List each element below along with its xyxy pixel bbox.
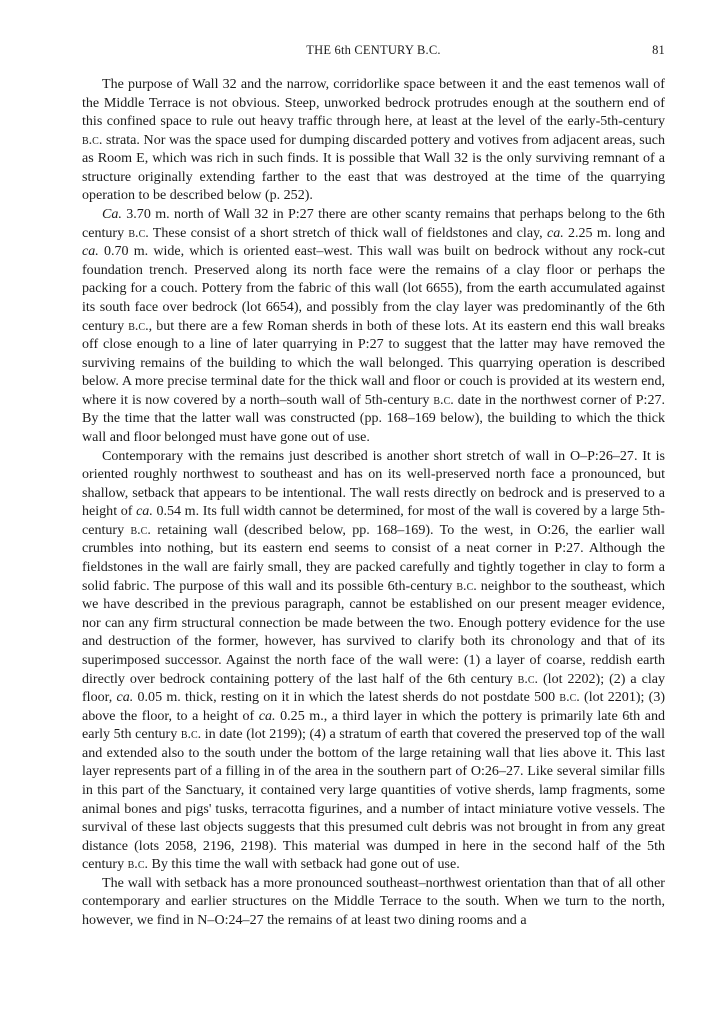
paragraph-text: 0.54 m. Its full width cannot be determined, for most of the wall is covered by a large 5th-century <box>82 503 665 538</box>
running-title <box>82 40 665 60</box>
paragraph-text: The wall with setback has a more pronounced southeast–northwest orientation than that of all other contemporary and earlier structures on the Middle Terrace to the south. When we turn to the north, however, we find in N–O:24–27 the remains of at least two dining rooms and a <box>82 874 665 929</box>
paragraph-text: retaining wall (described below, pp. 168–169). To the west, in O:26, the earlier wall crumbles into nothing, but its eastern end seems to consist of a neat corner in P:27. Although the fieldstones in the wall are fairly small, they are packed carefully and tightly together in clay to form a solid fabric. The purpose of this wall and its possible 6th-century <box>82 521 665 594</box>
paragraph-text: neighbor to the southeast, which we have described in the previous paragraph, cannot be established on our present meager evidence, nor can any firm structural connection be made between the two. Enough pottery evidence for the use and destruction of the former, however, has survived to clarify both its chronology and that of its superimposed successor. Against the north face of the wall were: (1) a layer of coarse, reddish earth directly over bedrock containing pottery of the last half of the 6th century <box>82 577 666 687</box>
circa-abbreviation: Ca. <box>102 206 122 223</box>
paragraph-text: Contemporary with the remains just described is another short stretch of wall in O–P:26–27. It is oriented roughly northwest to southeast and has on its well-preserved north face a pronounced, but shallow, setback that appears to be intentional. The wall rests directly on bedrock and is preserved to a height of <box>82 447 665 520</box>
era-abbreviation: b.c. <box>82 131 103 148</box>
paragraph-text: but there are a few Roman sherds in both of these lots. At its eastern end this wall breaks off close enough to a line of later quarrying in P:27 to suggest that the latter may have removed the surviving remains of the building to which the wall belonged. This quarrying operation is described below. A more precise terminal date for the thick wall and floor or couch is provided at its western end, where it is now covered by a north–south wall of 5th-century <box>82 317 665 408</box>
circa-abbreviation: ca. <box>82 243 99 260</box>
paragraph-4 <box>82 874 665 930</box>
paragraph-text: 0.70 m. wide, which is oriented east–west. This wall was built on bedrock without any rock-cut foundation trench. Preserved along its north face were the remains of a clay floor or perhaps the packing for a couch. Pottery from the fabric of this wall (lot 6655), from the earth accumulated against its south face over bedrock (lot 6654), and possibly from the clay layer was predominantly of the 6th century <box>82 243 665 334</box>
running-title-era: B.C. <box>417 43 441 57</box>
paragraph-text: The purpose of Wall 32 and the narrow, corridorlike space between it and the east temenos wall of the Middle Terrace is not obvious. Steep, unworked bedrock protrudes enough at the southern end of this confined space to rule out heavy traffic through here, at least at the level of the early-5th-century <box>82 76 665 130</box>
document-page <box>82 40 665 930</box>
page-number: 81 <box>652 43 665 57</box>
running-title-text: THE 6th CENTURY <box>306 43 414 57</box>
paragraph-text: By this time the wall with setback had gone out of use. <box>151 856 460 873</box>
paragraph-text: 3.70 m. north of Wall 32 in P:27 there are other scanty remains that perhaps belong to the 6th century <box>82 206 666 241</box>
paragraph-text: (lot 2201); (3) above the floor, to a height of <box>82 689 666 724</box>
era-abbreviation: b.c. <box>433 391 454 408</box>
era-abbreviation: b.c. <box>456 577 477 594</box>
era-abbreviation: b.c. <box>559 689 580 706</box>
circa-abbreviation: ca. <box>116 689 134 706</box>
paragraph-text: 0.05 m. thick, resting on it in which the latest sherds do not postdate 500 <box>137 689 556 706</box>
circa-abbreviation: ca. <box>136 503 153 520</box>
era-abbreviation: b.c. <box>180 726 202 743</box>
era-abbreviation: b.c. <box>128 224 149 241</box>
paragraph-1 <box>82 75 665 205</box>
paragraph-2 <box>82 205 665 447</box>
paragraph-text: in date (lot 2199); (4) a stratum of earth that covered the preserved top of the wall and extended also to the south under the bottom of the large retaining wall that lies above it. This last layer represents part of a filling in of the area in the southern part of O:26–27. Like several similar fills in this part of the Sanctuary, it contained very large quantities of votive sherds, lamp fragments, some animal bones and pigs' tusks, terracotta figurines, and a number of intact miniature votive vessels. The survival of these last objects suggests that this presumed cult debris was not brought in from any great distance (lots 2058, 2196, 2198). This material was dumped in here in the second half of the 5th century <box>82 726 665 873</box>
era-abbreviation: b.c. <box>517 670 539 687</box>
era-abbreviation: b.c., <box>128 317 153 334</box>
era-abbreviation: b.c. <box>130 521 151 538</box>
circa-abbreviation: ca. <box>258 707 276 724</box>
era-abbreviation: b.c. <box>127 856 149 873</box>
paragraph-text: 2.25 m. long and <box>568 224 666 241</box>
paragraph-text: 0.25 m., a third layer in which the pottery is primarily late 6th and early 5th century <box>82 707 666 743</box>
circa-abbreviation: ca. <box>546 224 564 241</box>
paragraph-text: strata. Nor was the space used for dumping discarded pottery and votives from adjacent areas, such as Room E, which was rich in such finds. It is possible that Wall 32 is the only surviving remnant of a structure originally extending farther to the east that was destroyed at the time of the quarrying operation to be described below (p. 252). <box>82 131 665 204</box>
paragraph-3 <box>82 447 665 874</box>
running-head <box>82 40 665 60</box>
paragraph-text: These consist of a short stretch of thick wall of fieldstones and clay, <box>152 224 543 241</box>
paragraph-text: (lot 2202); (2) a clay floor, <box>82 670 665 706</box>
body-text <box>82 75 665 930</box>
paragraph-text: date in the northwest corner of P:27. By the time that the latter wall was constructed (pp. 168–169 below), the building to which the thick wall and floor belonged must have gone out of use. <box>82 391 666 445</box>
